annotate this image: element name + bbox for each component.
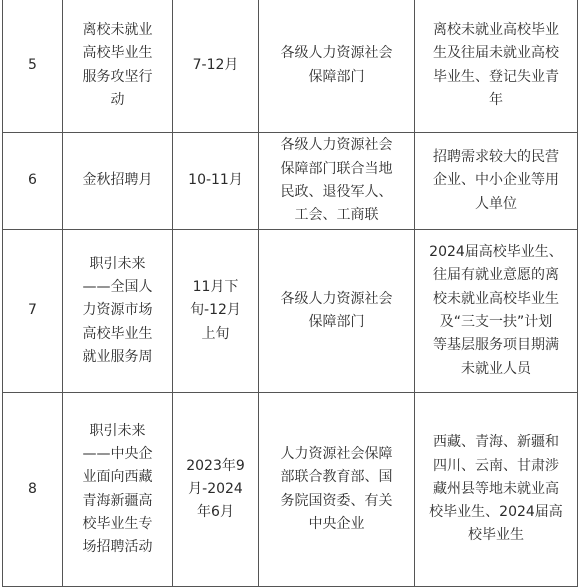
row-number: 8	[3, 393, 63, 587]
activity-name: 金秋招聘月	[63, 133, 173, 230]
table-row	[3, 133, 578, 230]
activity-time: 2023年9 月-2024 年6月	[173, 393, 259, 587]
organizer: 各级人力资源社会 保障部门联合当地 民政、退役军人、 工会、工商联	[259, 133, 415, 230]
row-number: 5	[3, 0, 63, 133]
activity-name: 职引未来 ——全国人 力资源市场 高校毕业生 就业服务周	[63, 230, 173, 393]
target-audience: 西藏、青海、新疆和 四川、云南、甘肃涉 藏州县等地未就业高 校毕业生、2024届高 校毕业生	[415, 393, 578, 587]
table-row	[3, 230, 578, 393]
organizer: 各级人力资源社会 保障部门	[259, 230, 415, 393]
target-audience: 2024届高校毕业生、 往届有就业意愿的离 校未就业高校毕业生 及“三支一扶”计划 等基层服务项目期满 未就业人员	[415, 230, 578, 393]
table-row	[3, 393, 578, 587]
table-row	[3, 0, 578, 133]
organizer: 人力资源社会保障 部联合教育部、国 务院国资委、有关 中央企业	[259, 393, 415, 587]
activity-name: 职引未来 ——中央企 业面向西藏 青海新疆高 校毕业生专 场招聘活动	[63, 393, 173, 587]
row-number: 6	[3, 133, 63, 230]
target-audience: 离校未就业高校毕业 生及往届未就业高校 毕业生、登记失业青 年	[415, 0, 578, 133]
activity-time: 11月下 旬-12月 上旬	[173, 230, 259, 393]
activity-schedule-table	[2, 0, 578, 587]
organizer: 各级人力资源社会 保障部门	[259, 0, 415, 133]
row-number: 7	[3, 230, 63, 393]
activity-name: 离校未就业 高校毕业生 服务攻坚行 动	[63, 0, 173, 133]
activity-time: 7-12月	[173, 0, 259, 133]
activity-time: 10-11月	[173, 133, 259, 230]
target-audience: 招聘需求较大的民营 企业、中小企业等用 人单位	[415, 133, 578, 230]
